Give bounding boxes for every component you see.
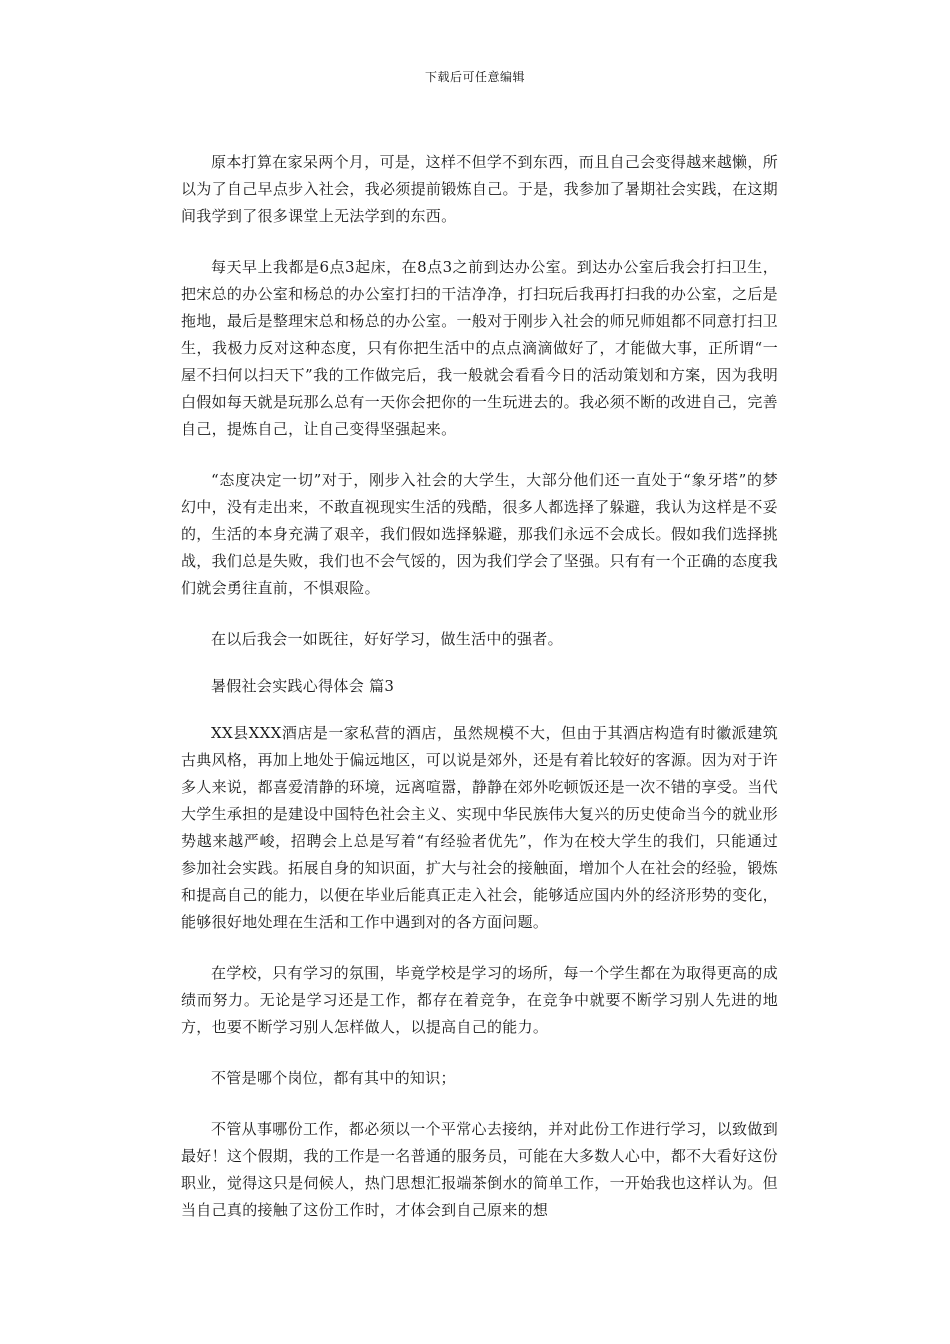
paragraph-5: XX县XXX酒店是一家私营的酒店，虽然规模不大，但由于其酒店构造有时徽派建筑古典风格，再加上地处于偏远地区，可以说是郊外，还是有着比较好的客源。因为对于许多人来说，都喜爱清静的环境，远离喧嚣，静静在郊外吃顿饭还是一次不错的享受。当代大学生承担的是建设中国特色社会主义、实现中华民族伟大复兴的历史使命当今的就业形势越来越严峻，招聘会上总是写着“有经验者优先”，作为在校大学生的我们，只能通过参加社会实践。拓展自身的知识面，扩大与社会的接触面，增加个人在社会的经验，锻炼和提高自己的能力，以便在毕业后能真正走入社会，能够适应国内外的经济形势的变化，能够很好地处理在生活和工作中遇到对的各方面问题。 [181,724,778,931]
paragraph-8: 不管从事哪份工作，都必须以一个平常心去接纳，并对此份工作进行学习，以致做到最好！这个假期，我的工作是一名普通的服务员，可能在大多数人心中，都不大看好这份职业，觉得这只是伺候人，热门思想汇报端茶倒水的简单工作，一开始我也这样认为。但当自己真的接触了这份工作时，才体会到自己原来的想 [181,1120,778,1219]
paragraph-3: “态度决定一切”对于，刚步入社会的大学生，大部分他们还一直处于“象牙塔”的梦幻中，没有走出来，不敢直视现实生活的残酷，很多人都选择了躲避，我认为这样是不妥的，生活的本身充满了艰辛，我们假如选择躲避，那我们永远不会成长。假如我们选择挑战，我们总是失败，我们也不会气馁的，因为我们学会了坚强。只有有一个正确的态度我们就会勇往直前，不惧艰险。 [181,471,778,597]
paragraph-6: 在学校，只有学习的氛围，毕竟学校是学习的场所，每一个学生都在为取得更高的成绩而努力。无论是学习还是工作，都存在着竞争，在竞争中就要不断学习别人先进的地方，也要不断学习别人怎样做人，以提高自己的能力。 [181,964,778,1036]
header-note: 下载后可任意编辑 [424,70,525,84]
document-body [181,149,778,1224]
paragraph-1: 原本打算在家呆两个月，可是，这样不但学不到东西，而且自己会变得越来越懒，所以为了自己早点步入社会，我必须提前锻炼自己。于是，我参加了暑期社会实践，在这期间我学到了很多课堂上无法学到的东西。 [181,153,778,225]
section-heading: 暑假社会实践心得体会 篇3 [211,677,395,695]
paragraph-2: 每天早上我都是6点3起床，在8点3之前到达办公室。到达办公室后我会打扫卫生，把宋总的办公室和杨总的办公室打扫的干洁净净，打扫玩后我再打扫我的办公室，之后是拖地，最后是整理宋总和杨总的办公室。一般对于刚步入社会的师兄师姐都不同意打扫卫生，我极力反对这种态度，只有你把生活中的点点滴滴做好了，才能做大事，正所谓“一屋不扫何以扫天下”我的工作做完后，我一般就会看看今日的活动策划和方案，因为我明白假如每天就是玩那么总有一天你会把你的一生玩进去的。我必须不断的改进自己，完善自己，提炼自己，让自己变得坚强起来。 [181,258,778,438]
paragraph-4: 在以后我会一如既往，好好学习，做生活中的强者。 [211,630,563,648]
paragraph-7: 不管是哪个岗位，都有其中的知识； [211,1069,456,1087]
